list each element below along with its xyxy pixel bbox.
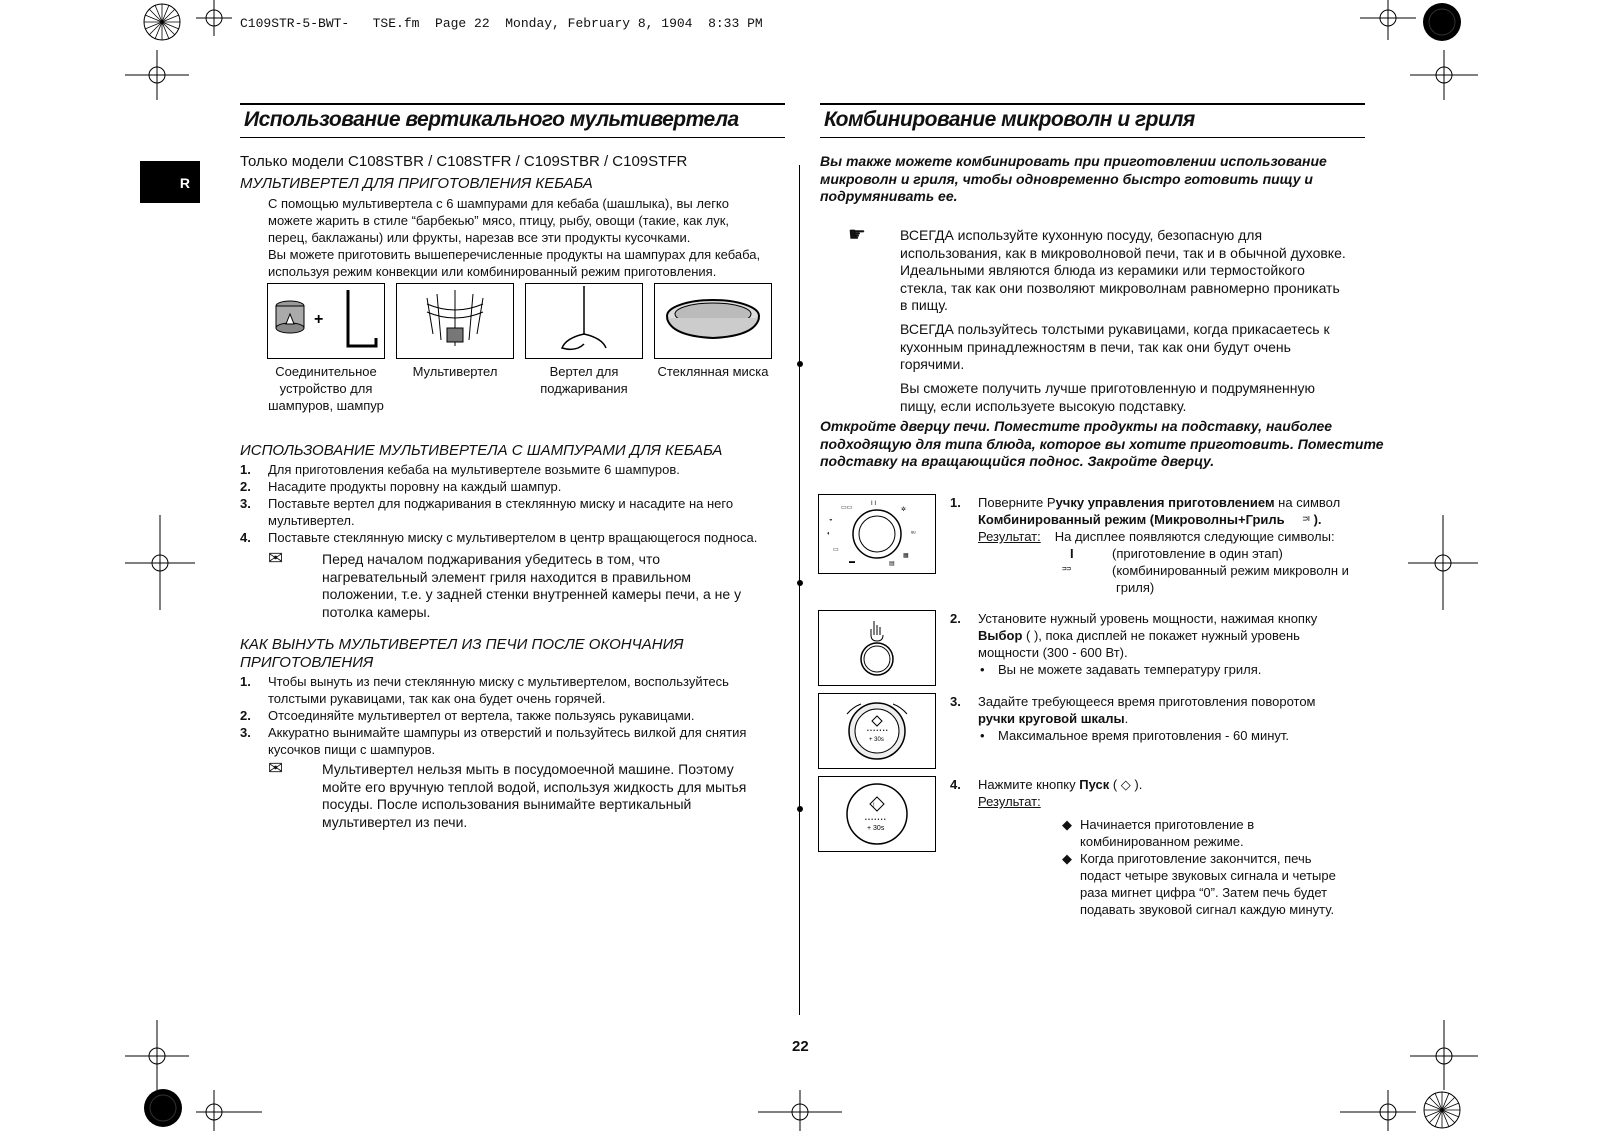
door-instructions: Откройте дверцу печи. Поместите продукты на подставку, наиболее подходящую для типа блюда, которое вы хотите приготовить. Поместите подставку на вращающийся поднос. Закройте дверцу. — [820, 418, 1384, 469]
divider-dot — [797, 361, 803, 367]
note-icon: ✉ — [268, 758, 284, 778]
svg-text:✲: ✲ — [901, 507, 907, 513]
page-number: 22 — [792, 1038, 809, 1055]
divider-dot — [797, 806, 803, 812]
right-title-rule-bottom — [820, 137, 1365, 138]
divider-dot — [797, 580, 803, 586]
file-header: C109STR-5-BWT- TSE.fm Page 22 Monday, February 8, 1904 8:33 PM — [240, 16, 763, 31]
start-label-30s: + 30s — [867, 825, 885, 832]
language-tab: R — [140, 161, 200, 203]
start-button-image — [818, 776, 936, 852]
remove-spit-steps: 1. Чтобы вынуть из печи стеклянную миску с мультивертелом, воспользуйтесь толстыми рукавицами, так как она будет очень горячей. 2. Отсоединяйте мультивертел от вертела, также пользуясь рукавицами. 3. Аккуратно вынимайте шампуры из отверстий и пользуйтесь вилкой для снятия кусочков пищи с шампуров. — [240, 674, 747, 757]
svg-text:▦: ▦ — [903, 553, 909, 559]
right-title-rule-top — [820, 103, 1365, 105]
combi-step-3: 3. Задайте требующееся время приготовления поворотом ручки круговой шкалы. • Максимальное время приготовления - 60 минут. — [950, 694, 1316, 743]
combi-step-1: 1. Поверните Ручку управления приготовлением на символ Комбинированный режим (Микроволны+Гриль ᵙᶦ ). Результат: На дисплее появляются следующие символы: I (приготовление в один этап) ᵙᵙ (комбинированный режим микроволн и гриля) — [950, 495, 1349, 595]
mode-dial-image — [818, 494, 936, 574]
glass-bowl-image — [654, 283, 772, 359]
connector-skewer-image — [267, 283, 385, 359]
hand-pointer-icon: ☛ — [848, 224, 866, 246]
combi-mode-icon: ᵙᶦ — [1302, 512, 1310, 527]
note-washing: Мультивертел нельзя мыть в посудомоечной машине. Поэтому мойте его вручную теплой водой, используя жидкость для мытья посуды. После использования вынимайте вертикальный мультивертел из печи. — [322, 761, 747, 830]
svg-text:◐: ◐ — [827, 531, 831, 537]
models-note: Только модели C108STBR / C108STFR / C109STBR / C109STFR — [240, 153, 688, 170]
section-heading-using-spit: ИСПОЛЬЗОВАНИЕ МУЛЬТИВЕРТЕЛА С ШАМПУРАМИ ДЛЯ КЕБАБА — [240, 442, 723, 459]
timer-dial-image — [818, 693, 936, 769]
svg-text:▤: ▤ — [889, 561, 895, 567]
note-grill-position: Перед началом поджаривания убедитесь в том, что нагревательный элемент гриля находится в правильном положении, т.е. у задней стенки внутренней камеры печи, а не у потолка камеры. — [322, 551, 742, 620]
svg-text:▭▭: ▭▭ — [841, 505, 853, 511]
caption-roasting-spit: Вертел для поджаривания — [540, 364, 628, 396]
cookware-note: ВСЕГДА используйте кухонную посуду, безопасную для использования, как в микроволновой печи, так и в обычной духовке. Идеальными являются блюда из керамики или термостойкого стекла, так как они позволяют микроволнам равномерно проникать в пищу. — [900, 227, 1346, 313]
multi-spit-image — [396, 283, 514, 359]
section-heading-kebab: МУЛЬТИВЕРТЕЛ ДЛЯ ПРИГОТОВЛЕНИЯ КЕБАБА — [240, 175, 593, 192]
combi-intro: Вы также можете комбинировать при приготовлении использование микроволн и гриля, чтобы одновременно быстро готовить пищу и подрумянивать ее. — [820, 153, 1327, 204]
roasting-spit-image — [525, 283, 643, 359]
oven-gloves-note: ВСЕГДА пользуйтесь толстыми рукавицами, когда прикасаетесь к кухонным принадлежностям в печи, так как они будут очень горячими. — [900, 321, 1330, 372]
svg-text:• • • • • • •: • • • • • • • — [865, 817, 886, 823]
svg-text:▬: ▬ — [849, 559, 855, 565]
left-title-rule-bottom — [240, 137, 785, 138]
using-spit-steps: 1. Для приготовления кебаба на мультивертеле возьмите 6 шампуров. 2. Насадите продукты поровну на каждый шампур. 3. Поставьте вертел для поджаривания в стеклянную миску и насадите на него мультивертел. 4. Поставьте стеклянную миску с мультивертелом в центр вращающегося подноса. — [240, 462, 758, 545]
timer-label-30s: + 30s — [869, 737, 884, 743]
caption-connector: Соединительное устройство для шампуров, шампур — [268, 364, 384, 413]
right-page-title: Комбинирование микроволн и гриля — [824, 108, 1195, 131]
caption-multi-spit: Мультивертел — [412, 364, 498, 379]
high-rack-note: Вы сможете получить лучше приготовленную и подрумяненную пищу, если используете высокую подставку. — [900, 380, 1315, 414]
plus-sign: + — [314, 311, 324, 328]
section-heading-remove-spit: КАК ВЫНУТЬ МУЛЬТИВЕРТЕЛ ИЗ ПЕЧИ ПОСЛЕ ОКОНЧАНИЯ ПРИГОТОВЛЕНИЯ — [240, 636, 684, 671]
svg-text:▭: ▭ — [833, 547, 839, 553]
combi-symbol-icon: ᵙᵙ — [1062, 564, 1071, 576]
select-button-image — [818, 610, 936, 686]
kebab-intro: С помощью мультивертела с 6 шампурами для кебаба (шашлыка), вы легко можете жарить в стиле “барбекью” мясо, птицу, рыбу, овощи (такие, как лук, перец, баклажаны) или фрукты, нарезав все эти продукты кусочками. Вы можете приготовить вышеперечисленные продукты на шампурах для кебаба, используя режим конвекции или комбинированный режим приготовления. — [268, 196, 761, 279]
svg-text:I I: I I — [871, 501, 877, 507]
note-icon: ✉ — [268, 548, 284, 568]
combi-step-4: 4. Нажмите кнопку Пуск ( ◇ ). Результат: ◆ Начинается приготовление в комбинированном режиме. ◆ Когда приготовление закончится, печь подаст четыре звуковых сигнала и четыре раза мигнет цифра “0”. Затем печь будет подавать звуковой сигнал каждую минуту. — [950, 777, 1336, 917]
center-divider — [799, 165, 800, 1015]
caption-glass-bowl: Стеклянная миска — [657, 364, 769, 379]
left-title-rule-top — [240, 103, 785, 105]
combi-step-2: 2. Установите нужный уровень мощности, нажимая кнопку Выбор ( ), пока дисплей не покажет нужный уровень мощности (300 - 600 Вт). • Вы не можете задавать температуру гриля. — [950, 611, 1318, 677]
svg-text:ᵘᵘ: ᵘᵘ — [911, 531, 916, 537]
svg-text:◒: ◒ — [829, 517, 833, 523]
svg-text:• • • • • • •: • • • • • • • — [867, 728, 888, 734]
left-page-title: Использование вертикального мультивертела — [244, 108, 739, 131]
svg-text:!: ! — [873, 803, 875, 809]
